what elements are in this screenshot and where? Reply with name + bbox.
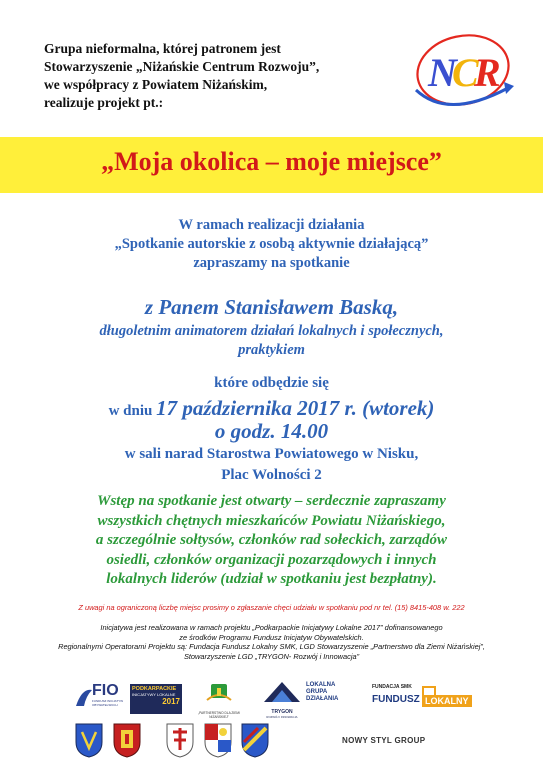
footer-line: Regionalnymi Operatorami Projektu są: Fundacja Fundusz Lokalny SMK, LGD Stowarzyszenie „Partnerstwo dla Ziemi Niżańskiej”, [58,642,485,652]
fio-main-text: FIO [92,682,119,699]
footer-line: Inicjatywa jest realizowana w ramach projektu „Podkarpackie Inicjatywy Lokalne 2017” dofinansowanego [100,623,443,632]
event-date-prefix: w dniu [108,403,153,419]
guest-description [0,322,543,360]
coat-of-arms-icon [165,722,195,758]
event-place-line: w sali narad Starostwa Powiatowego w Nisku, [124,446,419,462]
intro-line: zapraszamy na spotkanie [193,255,350,271]
invite-line: osiedli, członków organizacji pozarządowych i innych [106,551,437,568]
svg-text:C: C [452,50,479,95]
registration-notice: Z uwagi na ograniczoną liczbę miejsc prosimy o zgłaszanie chęci udziału w spotkaniu pod nr tel. (15) 8415-408 w. 222 [78,603,465,612]
trygon-logo [260,680,304,719]
invite-line: lokalnych liderów (udział w spotkaniu jest bezpłatny). [106,571,437,587]
lgd-line-2: GRUPA [306,689,328,695]
organizer-header [44,40,394,112]
project-title: „Moja okolica – moje miejsce” [101,147,442,176]
pil-year: 2017 [162,697,180,706]
nowy-styl-logo: NOWY STYL GROUP [342,736,426,745]
intro-block [0,216,543,273]
guest-name: z Panem Stanisławem Baską, [144,295,399,319]
event-time: o godz. 14.00 [214,419,329,443]
pil-title-2: INICJATYWY LOKALNE [132,692,176,697]
footer-line: Stowarzyszenie LGD „TRYGON- Rozwój i Innowacja” [183,651,360,661]
lgd-line-3: DZIAŁANIA [306,696,339,702]
lokalny-text: LOKALNY [422,695,472,707]
trygon-sub-text: ROZWÓJ I INNOWACJA [266,715,298,719]
svg-text:N: N [428,50,457,95]
event-date: 17 października 2017 r. (wtorek) [156,396,435,420]
pil-logo [130,684,182,714]
coat-of-arms-icon [74,722,104,758]
header-line: we współpracy z Powiatem Niżańskim, [44,77,268,92]
intro-line: „Spotkanie autorskie z osobą aktywnie działającą” [114,236,429,252]
svg-text:R: R [474,50,501,95]
intro-line: W ramach realizacji działania [178,217,365,233]
invite-line: wszystkich chętnych mieszkańców Powiatu Niżańskiego, [97,512,446,529]
header-line: Grupa nieformalna, której patronem jest [44,41,281,56]
fundacja-smk-text: FUNDACJA SMK [372,684,412,690]
coat-of-arms-icon [112,722,142,758]
fio-sub-text: FUNDUSZ INICJATYW OBYWATELSKICH [92,699,124,707]
footer-line: ze środków Programu Fundusz Inicjatyw Obywatelskich. [179,632,364,642]
project-footer [0,623,543,661]
header-line: realizuje projekt pt.: [44,95,164,110]
fio-logo [74,684,132,710]
partnerstwo-text: „PARTNERSTWO DLA ZIEMI NIŻAŃSKIEJ” [198,711,240,719]
ncr-logo [408,28,520,114]
header-line: Stowarzyszenie „Niżańskie Centrum Rozwoju”, [44,59,320,74]
lgd-line-1: LOKALNA [306,682,336,688]
event-place-line: Plac Wolności 2 [221,467,322,483]
lgd-logo [306,682,346,714]
event-when-label: które odbędzie się [214,375,329,391]
fundusz-text: FUNDUSZ [372,694,420,705]
coat-of-arms-icon [240,722,270,758]
pil-title-1: PODKARPACKIE [132,686,177,692]
coat-of-arms-icon [203,722,233,758]
invitation-text [20,492,523,590]
trygon-text: TRYGON [271,709,293,715]
invite-line: a szczególnie sołtysów, członków rad sołeckich, zarządów [95,532,448,548]
partnerstwo-logo [193,682,245,719]
event-place [0,444,543,486]
fundusz-lokalny-logo [372,684,472,712]
guest-desc-line: długoletnim animatorem działań lokalnych i społecznych, [99,323,444,339]
guest-desc-line: praktykiem [238,342,305,358]
invite-line: Wstęp na spotkanie jest otwarty – serdecznie zapraszamy [97,493,446,509]
